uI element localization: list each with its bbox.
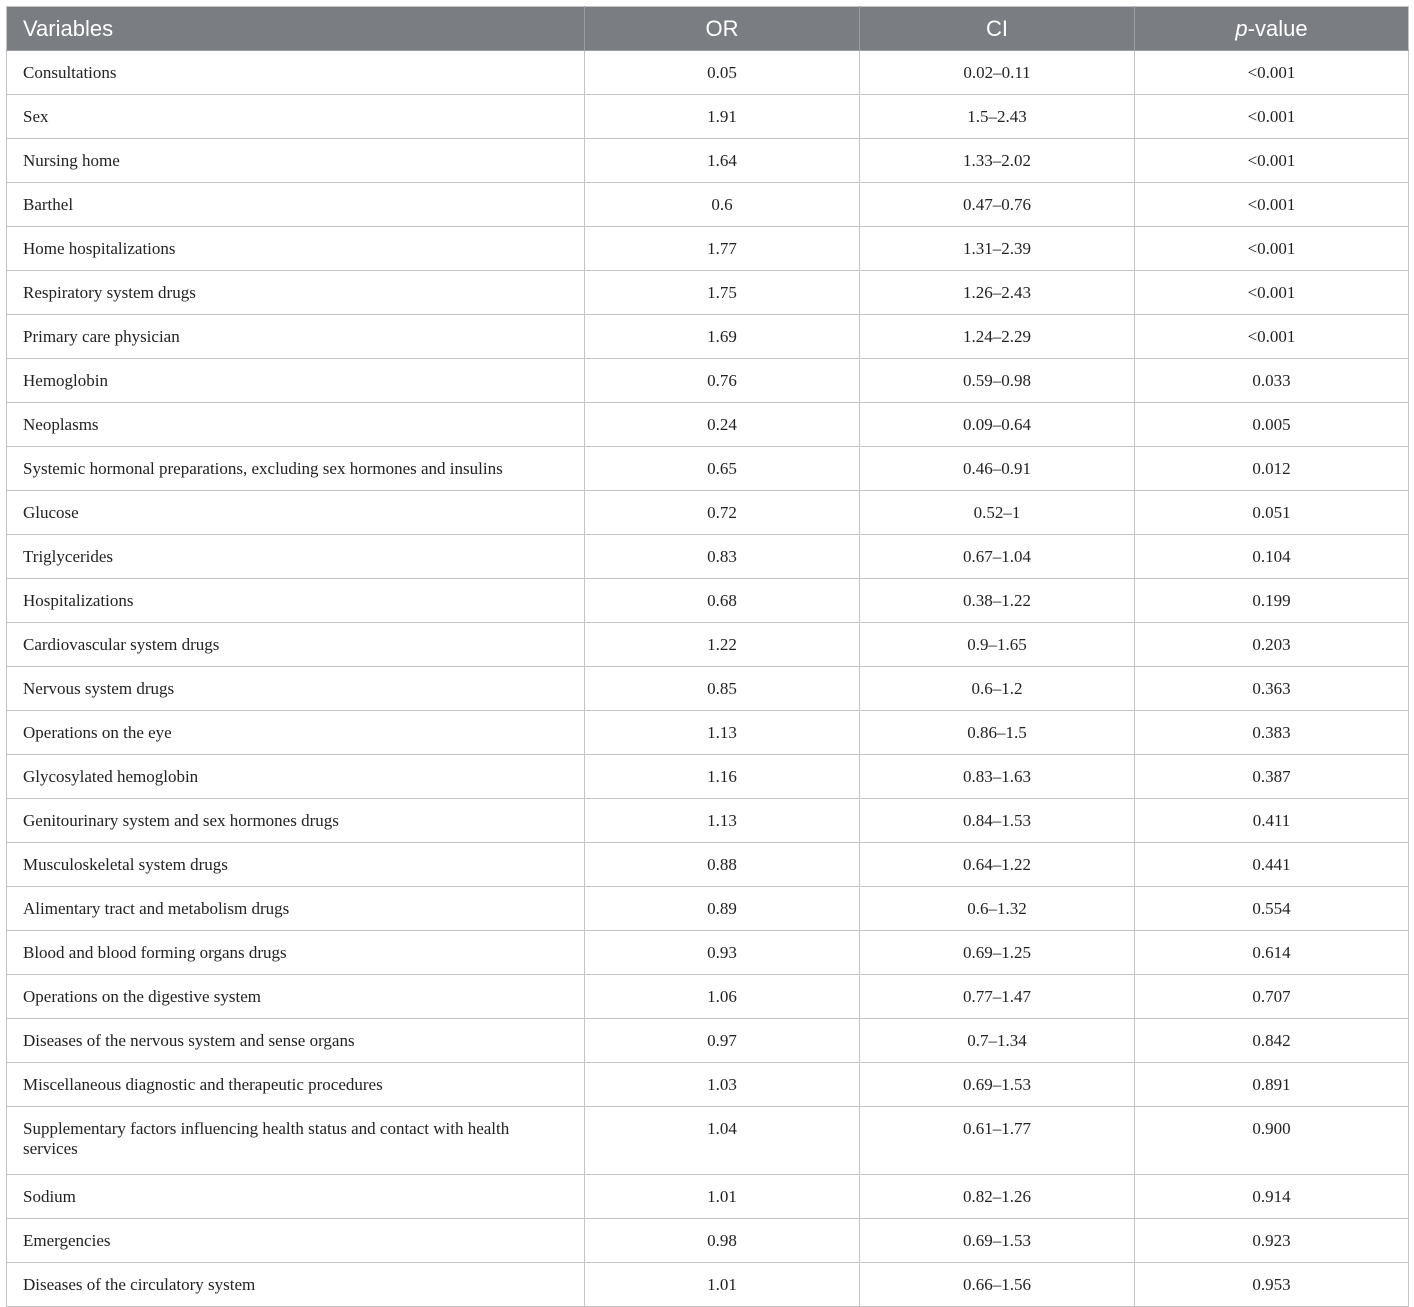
- cell-variable: Blood and blood forming organs drugs: [7, 931, 585, 975]
- cell-ci: 0.83–1.63: [860, 755, 1135, 799]
- cell-or: 1.04: [585, 1107, 860, 1175]
- cell-p-value: <0.001: [1135, 183, 1409, 227]
- cell-p-value: 0.104: [1135, 535, 1409, 579]
- cell-ci: 0.02–0.11: [860, 51, 1135, 95]
- cell-ci: 1.24–2.29: [860, 315, 1135, 359]
- cell-or: 0.65: [585, 447, 860, 491]
- table-row: [7, 1175, 1409, 1219]
- table-row: [7, 579, 1409, 623]
- cell-p-value: 0.914: [1135, 1175, 1409, 1219]
- cell-ci: 0.38–1.22: [860, 579, 1135, 623]
- table-row: [7, 931, 1409, 975]
- cell-ci: 0.69–1.53: [860, 1219, 1135, 1263]
- cell-variable: Hemoglobin: [7, 359, 585, 403]
- cell-p-value: 0.033: [1135, 359, 1409, 403]
- cell-ci: 1.31–2.39: [860, 227, 1135, 271]
- cell-p-value: 0.012: [1135, 447, 1409, 491]
- cell-ci: 0.61–1.77: [860, 1107, 1135, 1175]
- cell-ci: 0.86–1.5: [860, 711, 1135, 755]
- cell-variable: Genitourinary system and sex hormones drugs: [7, 799, 585, 843]
- cell-p-value: <0.001: [1135, 95, 1409, 139]
- cell-or: 1.13: [585, 711, 860, 755]
- cell-p-value: 0.203: [1135, 623, 1409, 667]
- table-row: [7, 1219, 1409, 1263]
- cell-p-value: 0.953: [1135, 1263, 1409, 1307]
- cell-variable: Nervous system drugs: [7, 667, 585, 711]
- cell-p-value: 0.891: [1135, 1063, 1409, 1107]
- cell-or: 0.85: [585, 667, 860, 711]
- cell-variable: Cardiovascular system drugs: [7, 623, 585, 667]
- cell-ci: 0.82–1.26: [860, 1175, 1135, 1219]
- cell-variable: Sex: [7, 95, 585, 139]
- cell-or: 1.69: [585, 315, 860, 359]
- table-row: [7, 359, 1409, 403]
- cell-variable: Systemic hormonal preparations, excluding sex hormones and insulins: [7, 447, 585, 491]
- cell-variable: Sodium: [7, 1175, 585, 1219]
- header-ci: CI: [860, 7, 1135, 51]
- cell-or: 1.75: [585, 271, 860, 315]
- cell-ci: 0.84–1.53: [860, 799, 1135, 843]
- table-row: [7, 271, 1409, 315]
- cell-ci: 0.66–1.56: [860, 1263, 1135, 1307]
- cell-or: 0.72: [585, 491, 860, 535]
- header-variables: Variables: [7, 7, 585, 51]
- table-row: [7, 1063, 1409, 1107]
- header-p-italic: p: [1235, 15, 1248, 41]
- cell-variable: Diseases of the nervous system and sense organs: [7, 1019, 585, 1063]
- cell-variable: Operations on the digestive system: [7, 975, 585, 1019]
- table-body: [7, 51, 1409, 1307]
- cell-or: 1.22: [585, 623, 860, 667]
- cell-p-value: 0.707: [1135, 975, 1409, 1019]
- cell-p-value: 0.387: [1135, 755, 1409, 799]
- cell-or: 1.77: [585, 227, 860, 271]
- table-row: [7, 139, 1409, 183]
- cell-or: 0.93: [585, 931, 860, 975]
- header-or: OR: [585, 7, 860, 51]
- table-row: [7, 667, 1409, 711]
- cell-p-value: 0.614: [1135, 931, 1409, 975]
- table-row: [7, 623, 1409, 667]
- cell-variable: Primary care physician: [7, 315, 585, 359]
- cell-variable: Emergencies: [7, 1219, 585, 1263]
- results-table-container: [6, 6, 1408, 1307]
- cell-ci: 1.26–2.43: [860, 271, 1135, 315]
- cell-ci: 0.9–1.65: [860, 623, 1135, 667]
- cell-or: 0.89: [585, 887, 860, 931]
- cell-or: 0.05: [585, 51, 860, 95]
- table-row: [7, 315, 1409, 359]
- cell-or: 1.91: [585, 95, 860, 139]
- cell-ci: 0.6–1.32: [860, 887, 1135, 931]
- cell-p-value: <0.001: [1135, 139, 1409, 183]
- cell-p-value: 0.051: [1135, 491, 1409, 535]
- cell-ci: 0.77–1.47: [860, 975, 1135, 1019]
- cell-ci: 0.69–1.53: [860, 1063, 1135, 1107]
- cell-p-value: <0.001: [1135, 227, 1409, 271]
- table-row: [7, 887, 1409, 931]
- cell-ci: 0.09–0.64: [860, 403, 1135, 447]
- cell-ci: 0.67–1.04: [860, 535, 1135, 579]
- table-header: [7, 7, 1409, 51]
- table-row: [7, 1019, 1409, 1063]
- cell-variable: Consultations: [7, 51, 585, 95]
- cell-or: 0.97: [585, 1019, 860, 1063]
- table-row: [7, 403, 1409, 447]
- cell-variable: Alimentary tract and metabolism drugs: [7, 887, 585, 931]
- cell-ci: 0.69–1.25: [860, 931, 1135, 975]
- cell-p-value: 0.842: [1135, 1019, 1409, 1063]
- cell-variable: Operations on the eye: [7, 711, 585, 755]
- cell-variable: Hospitalizations: [7, 579, 585, 623]
- cell-ci: 0.47–0.76: [860, 183, 1135, 227]
- cell-p-value: 0.900: [1135, 1107, 1409, 1175]
- cell-p-value: 0.554: [1135, 887, 1409, 931]
- cell-p-value: 0.005: [1135, 403, 1409, 447]
- cell-or: 1.01: [585, 1175, 860, 1219]
- cell-or: 0.83: [585, 535, 860, 579]
- table-row: [7, 95, 1409, 139]
- table-row: [7, 183, 1409, 227]
- cell-or: 0.88: [585, 843, 860, 887]
- cell-or: 0.76: [585, 359, 860, 403]
- cell-p-value: 0.199: [1135, 579, 1409, 623]
- cell-variable: Glucose: [7, 491, 585, 535]
- cell-p-value: 0.441: [1135, 843, 1409, 887]
- cell-p-value: 0.923: [1135, 1219, 1409, 1263]
- cell-ci: 0.52–1: [860, 491, 1135, 535]
- cell-or: 1.03: [585, 1063, 860, 1107]
- table-row: [7, 975, 1409, 1019]
- header-row: [7, 7, 1409, 51]
- cell-p-value: 0.411: [1135, 799, 1409, 843]
- cell-p-value: <0.001: [1135, 51, 1409, 95]
- cell-or: 0.6: [585, 183, 860, 227]
- cell-or: 0.68: [585, 579, 860, 623]
- cell-variable: Musculoskeletal system drugs: [7, 843, 585, 887]
- table-row: [7, 799, 1409, 843]
- cell-variable: Respiratory system drugs: [7, 271, 585, 315]
- cell-ci: 0.64–1.22: [860, 843, 1135, 887]
- table-row: [7, 843, 1409, 887]
- cell-or: 0.24: [585, 403, 860, 447]
- cell-variable: Miscellaneous diagnostic and therapeutic procedures: [7, 1063, 585, 1107]
- cell-variable: Triglycerides: [7, 535, 585, 579]
- table-row: [7, 1107, 1409, 1175]
- cell-variable: Barthel: [7, 183, 585, 227]
- cell-ci: 0.7–1.34: [860, 1019, 1135, 1063]
- cell-variable: Supplementary factors influencing health status and contact with health services: [7, 1107, 585, 1175]
- cell-variable: Nursing home: [7, 139, 585, 183]
- header-p-value: [1135, 7, 1409, 51]
- table-row: [7, 227, 1409, 271]
- cell-or: 1.13: [585, 799, 860, 843]
- table-row: [7, 51, 1409, 95]
- cell-or: 0.98: [585, 1219, 860, 1263]
- cell-ci: 0.59–0.98: [860, 359, 1135, 403]
- cell-p-value: 0.383: [1135, 711, 1409, 755]
- cell-or: 1.64: [585, 139, 860, 183]
- cell-p-value: <0.001: [1135, 271, 1409, 315]
- cell-variable: Neoplasms: [7, 403, 585, 447]
- cell-ci: 1.5–2.43: [860, 95, 1135, 139]
- table-row: [7, 491, 1409, 535]
- cell-or: 1.16: [585, 755, 860, 799]
- results-table: [6, 6, 1409, 1307]
- cell-variable: Diseases of the circulatory system: [7, 1263, 585, 1307]
- cell-ci: 0.6–1.2: [860, 667, 1135, 711]
- cell-variable: Glycosylated hemoglobin: [7, 755, 585, 799]
- table-row: [7, 447, 1409, 491]
- table-row: [7, 535, 1409, 579]
- cell-ci: 0.46–0.91: [860, 447, 1135, 491]
- table-row: [7, 755, 1409, 799]
- cell-p-value: <0.001: [1135, 315, 1409, 359]
- header-p-suffix: -value: [1247, 15, 1308, 41]
- cell-variable: Home hospitalizations: [7, 227, 585, 271]
- table-row: [7, 711, 1409, 755]
- cell-p-value: 0.363: [1135, 667, 1409, 711]
- cell-ci: 1.33–2.02: [860, 139, 1135, 183]
- cell-or: 1.01: [585, 1263, 860, 1307]
- cell-or: 1.06: [585, 975, 860, 1019]
